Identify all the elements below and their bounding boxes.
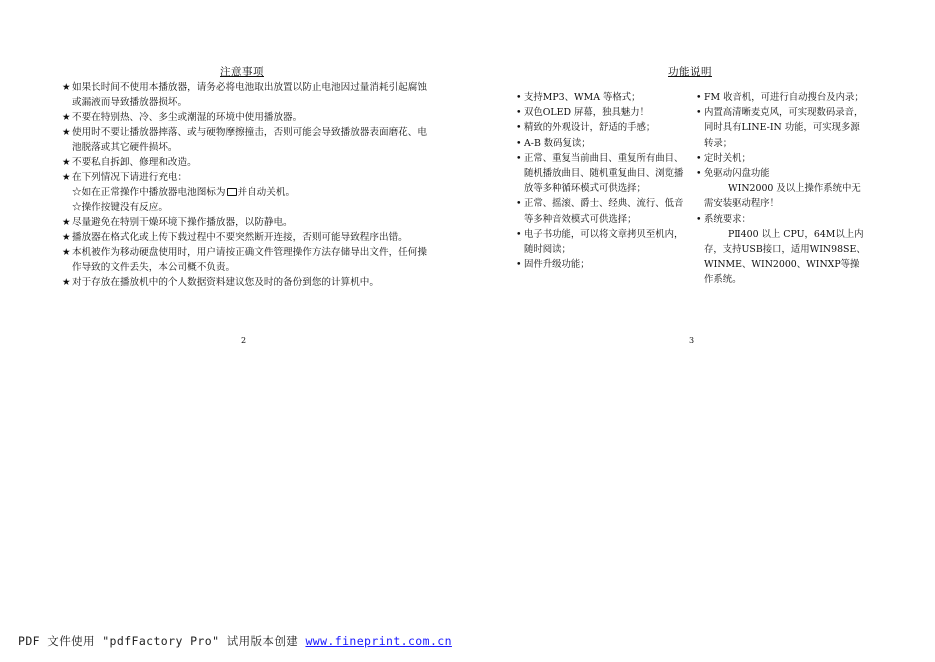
star-icon: ★ [62, 112, 71, 123]
note-item: ★ 使用时不要让播放器摔落、或与硬物摩擦撞击，否则可能会导致播放器表面磨花、电池脱落或其它硬件损坏。 [62, 127, 427, 153]
star-icon: ★ [62, 247, 71, 258]
star-icon: ★ [62, 172, 71, 183]
note-item: ★ 尽量避免在特别干燥环境下操作播放器，以防静电。 [62, 217, 293, 228]
feature-item: • 定时关机； [696, 151, 868, 166]
feature-detail: PⅡ400 以上 CPU，64M以上内存，支持USB接口，适用WIN98SE、WINME、WIN2000、WINXP等操作系统。 [704, 228, 866, 286]
left-page-title: 注意事项 [220, 66, 264, 78]
star-icon: ★ [62, 232, 71, 243]
feature-item: • FM 收音机，可进行自动搜台及内录； [696, 90, 868, 105]
bullet-icon: • [516, 152, 522, 164]
feature-item: • 电子书功能，可以将文章拷贝至机内，随时阅读； [516, 228, 684, 256]
right-page-title: 功能说明 [668, 66, 712, 78]
note-item: ★ 不要在特别热、冷、多尘或潮湿的环境中使用播放器。 [62, 112, 303, 123]
features-column-left [516, 90, 684, 272]
bullet-icon: • [516, 259, 522, 271]
bullet-icon: • [696, 92, 702, 103]
star-icon: ★ [62, 157, 71, 168]
note-item: ★ 在下列情况下请进行充电： [62, 172, 188, 183]
star-icon: ★ [62, 217, 71, 228]
note-subitem: ☆操作按键没有反应。 [72, 202, 168, 213]
feature-item: • 正常、重复当前曲目、重复所有曲目、随机播放曲目、随机重复曲目、浏览播放等多种循环模式可供选择； [516, 152, 684, 195]
pdf-footer-note [18, 633, 452, 649]
features-column-right [696, 90, 868, 288]
bullet-icon: • [696, 152, 702, 164]
bullet-icon: • [696, 213, 702, 225]
feature-item: • 固件升级功能； [516, 257, 684, 272]
battery-icon [227, 188, 237, 196]
star-icon: ★ [62, 127, 71, 138]
feature-item: • 系统要求： [696, 212, 868, 227]
bullet-icon: • [516, 107, 522, 119]
feature-item: • 支持MP3、WMA 等格式； [516, 90, 684, 105]
feature-item: • 精致的外观设计，舒适的手感； [516, 120, 684, 135]
note-subitem: ☆如在正常操作中播放器电池图标为 并自动关机。 [72, 187, 296, 198]
feature-item: • 免驱动闪盘功能 [696, 166, 868, 181]
star-icon: ★ [62, 82, 71, 93]
footer-text: PDF 文件使用 "pdfFactory Pro" 试用版本创建 [18, 634, 306, 648]
star-icon: ★ [62, 277, 71, 288]
bullet-icon: • [696, 107, 702, 119]
note-item: ★ 对于存放在播放机中的个人数据资料建议您及时的备份到您的计算机中。 [62, 277, 379, 288]
feature-detail: WIN2000 及以上操作系统中无需安装驱动程序！ [704, 183, 861, 210]
footer-link[interactable]: www.fineprint.com.cn [305, 634, 452, 648]
note-item: ★ 如果长时间不使用本播放器，请务必将电池取出放置以防止电池因过量消耗引起腐蚀或漏液而导致播放器损坏。 [62, 82, 427, 108]
bullet-icon: • [696, 168, 702, 180]
bullet-icon: • [516, 228, 522, 240]
feature-item: • A-B 数码复读； [516, 136, 684, 151]
feature-item: • 内置高清晰麦克风，可实现数码录音，同时具有LINE-IN 功能，可实现多源转录； [696, 107, 864, 149]
note-item: ★ 本机被作为移动硬盘使用时，用户请按正确文件管理操作方法存储导出文件，任何操作导致的文件丢失，本公司概不负责。 [62, 247, 427, 273]
notes-list [62, 80, 432, 290]
note-item: ★ 不要私自拆卸、修理和改造。 [62, 157, 197, 168]
page-number: 3 [689, 336, 695, 345]
feature-item: • 双色OLED 屏幕，独具魅力！ [516, 105, 684, 120]
bullet-icon: • [516, 122, 522, 134]
right-page [468, 0, 935, 662]
bullet-icon: • [516, 92, 522, 103]
note-item: ★ 播放器在格式化或上传下载过程中不要突然断开连接，否则可能导致程序出错。 [62, 232, 408, 243]
page-number: 2 [241, 336, 247, 345]
feature-item: • 正常、摇滚、爵士、经典、流行、低音等多种音效模式可供选择； [516, 198, 684, 225]
bullet-icon: • [516, 198, 522, 210]
bullet-icon: • [516, 137, 522, 149]
